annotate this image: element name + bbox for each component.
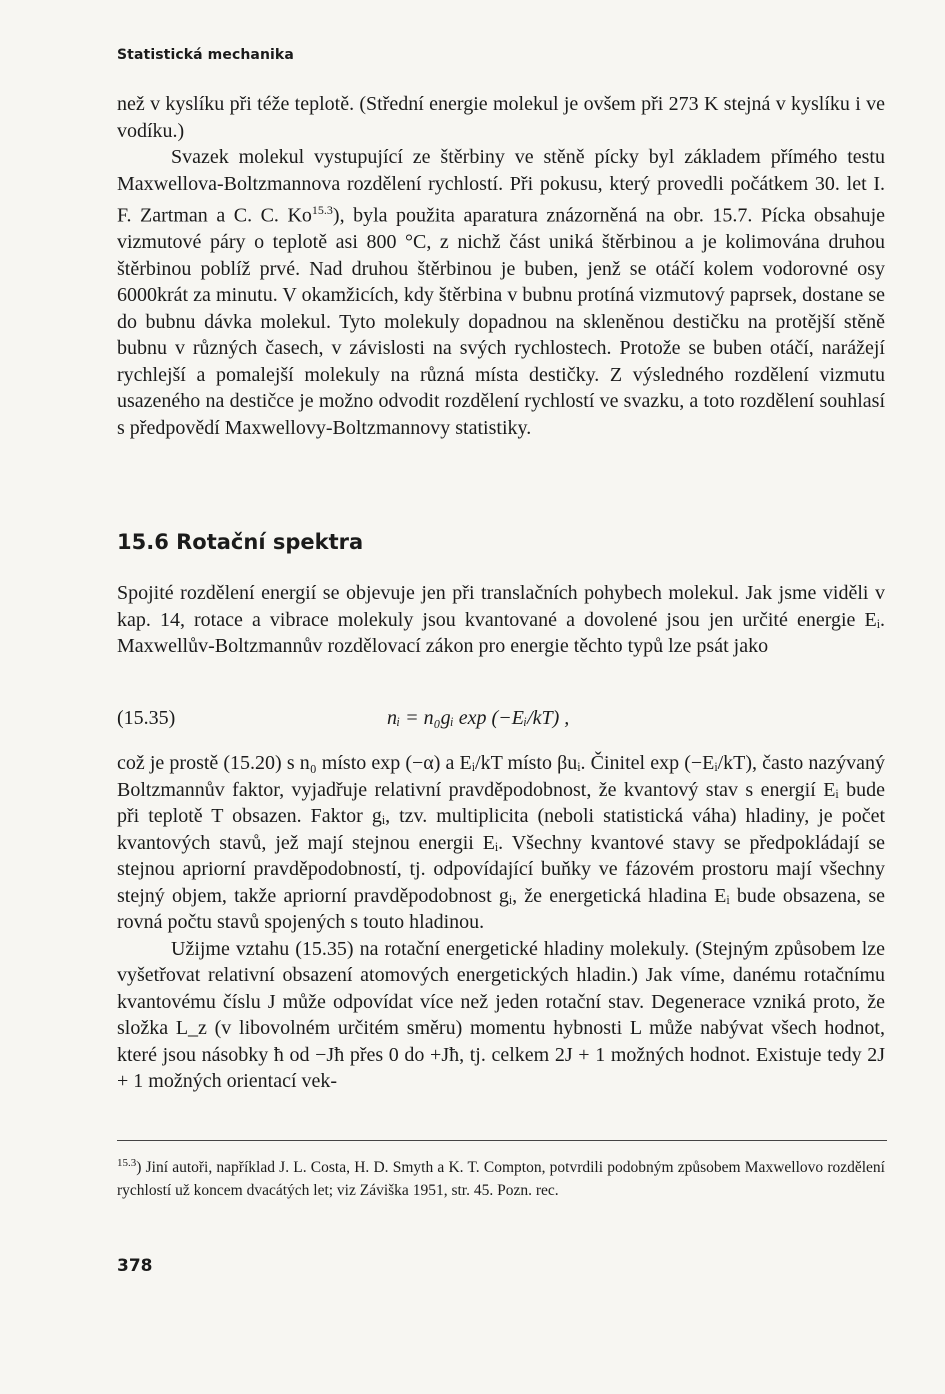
- equation-formula: nᵢ = n₀gᵢ exp (−Eᵢ/kT) ,: [387, 707, 570, 729]
- footnote-reference: 15.3: [311, 203, 333, 217]
- paragraph-text: Svazek molekul vystupující ze štěrbiny ve stěně pícky byl základem přímého testu Maxwellova-Boltzmannova rozdělení rychlostí. Při pokusu, který provedli počátkem 30. let I. F. Zartman a C. C. Ko: [117, 146, 885, 227]
- page-number: 378: [117, 1256, 153, 1276]
- footnote-text: ) Jiní autoři, například J. L. Costa, H. D. Smyth a K. T. Compton, potvrdili podobným způsobem Maxwellovo rozdělení rychlostí už koncem dvacátých let; viz Záviška 1951, str. 45. Pozn. rec.: [117, 1159, 885, 1200]
- paragraph: Spojité rozdělení energií se objevuje jen při translačních pohybech molekul. Jak jsme viděli v kap. 14, rotace a vibrace molekuly jsou kvantované a dovolené jsou jen určité energie Eᵢ. Maxwellův-Boltzmannův rozdělovací zákon pro energie těchto typů lze psát jako: [117, 582, 885, 657]
- section-heading: 15.6 Rotační spektra: [117, 530, 364, 554]
- paragraph: Užijme vztahu (15.35) na rotační energetické hladiny molekuly. (Stejným způsobem lze vyšetřovat relativní obsazení atomových energetických hladin.) Jak víme, danému rotačnímu kvantovému číslu J může odpovídat více než jeden rotační stav. Degenerace vzniká proto, že složka L_z (v libovolném určitém směru) momentu hybnosti L může nabývat všech hodnot, které jsou násobky ħ od −Jħ přes 0 do +Jħ, tj. celkem 2J + 1 možných hodnot. Existuje tedy 2J + 1 možných orientací vek-: [117, 937, 885, 1092]
- paragraph: což je prostě (15.20) s n₀ místo exp (−α) a Eᵢ/kT místo βuᵢ. Činitel exp (−Eᵢ/kT), často nazývaný Boltzmannův faktor, vyjadřuje relativní pravděpodobnost, že kvantový stav s energií Eᵢ bude při teplotě T obsazen. Faktor gᵢ, tzv. multiplicita (neboli statistická váha) hladiny, je počet kvantových stavů, jež mají stejnou energii Eᵢ. Všechny kvantové stavy se předpokládají se stejnou apriorní pravděpodobností, tj. odpovídající buňky ve fázovém prostoru mají všechny stejný objem, takže apriorní pravděpodobnost gᵢ, že energetická hladina Eᵢ bude obsazena, se rovná počtu stavů spojených s touto hladinou.: [117, 752, 885, 933]
- equation: [117, 707, 885, 737]
- paragraph: než v kyslíku při téže teplotě. (Střední energie molekul je ovšem při 273 K stejná v kyslíku i ve vodíku.): [117, 93, 885, 142]
- equation-number: (15.35): [117, 707, 176, 729]
- running-head: Statistická mechanika: [117, 47, 294, 63]
- paragraph: [117, 144, 885, 441]
- footnote-mark: 15.3: [117, 1157, 137, 1169]
- section-body-block: [117, 750, 885, 1095]
- intro-block: [117, 91, 885, 441]
- footnote: [117, 1152, 885, 1202]
- section-intro-block: [117, 580, 885, 660]
- paragraph-text: ), byla použita aparatura znázorněná na obr. 15.7. Pícka obsahuje vizmutové páry o teplotě asi 800 °C, z nichž část uniká štěrbinou a je kolimována druhou štěrbinou poblíž prvé. Nad druhou štěrbinou je buben, jenž se otáčí kolem vodorovné osy 6000krát za minutu. V okamžicích, kdy štěrbina v bubnu protíná vizmutový paprsek, dostane se do bubnu dávka molekul. Tyto molekuly dopadnou na skleněnou destičku na protější stěně bubnu v různých časech, v závislosti na svých rychlostech. Protože se buben otáčí, narážejí rychlejší a pomalejší molekuly na různá místa destičky. Z výsledného rozdělení vizmutu usazeného na destičce je možno odvodit rozdělení rychlostí ve svazku, a toto rozdělení souhlasí s předpovědí Maxwellovy-Boltzmannovy statistiky.: [117, 204, 885, 439]
- footnote-rule: [117, 1140, 887, 1141]
